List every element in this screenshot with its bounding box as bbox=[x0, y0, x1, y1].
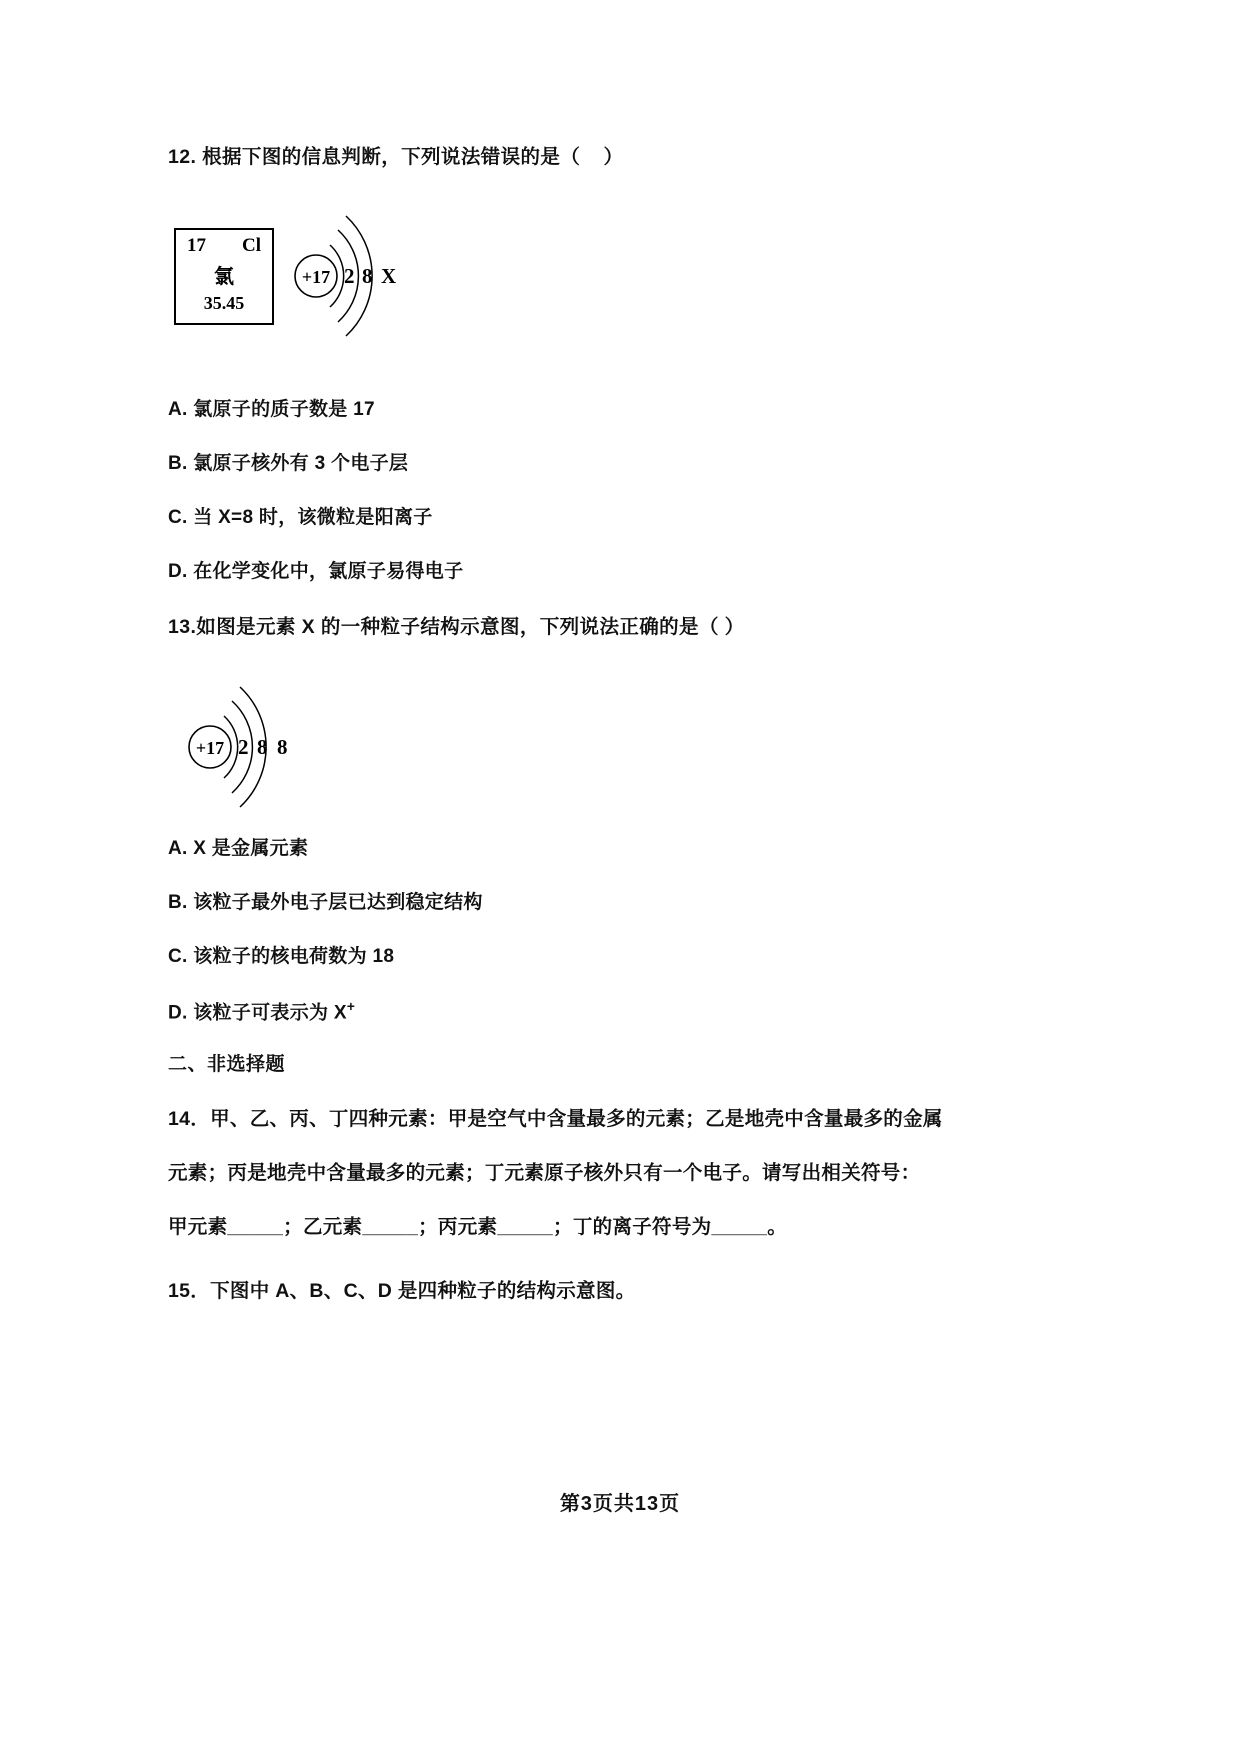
shell-count-1: 2 bbox=[344, 264, 355, 288]
question-12-option-b bbox=[168, 450, 408, 479]
option-key: A. bbox=[168, 838, 188, 859]
option-key: C. bbox=[168, 507, 188, 528]
question-14-answer-line bbox=[168, 1212, 1068, 1242]
question-13-stem: 13.如图是元素 X 的一种粒子结构示意图，下列说法正确的是（ ） bbox=[168, 616, 745, 638]
question-14-line-2: 元素；丙是地壳中含量最多的元素；丁元素原子核外只有一个电子。请写出相关符号： bbox=[168, 1162, 921, 1184]
question-13-option-d bbox=[168, 997, 355, 1028]
option-text: 该粒子可表示为 X bbox=[193, 1002, 347, 1024]
option-key: B. bbox=[168, 453, 188, 474]
element-chinese-name: 氯 bbox=[214, 266, 234, 288]
shell-count-1: 2 bbox=[238, 735, 249, 759]
option-text: 氯原子的质子数是 17 bbox=[193, 399, 375, 420]
blank-sep-1: ； bbox=[283, 1216, 303, 1238]
shell-count-2: 8 bbox=[257, 735, 268, 759]
blank-sep-4: 。 bbox=[767, 1216, 788, 1238]
question-12-option-d bbox=[168, 558, 463, 587]
element-symbol: Cl bbox=[242, 235, 261, 256]
blank-label-bing: 丙元素 bbox=[437, 1216, 498, 1238]
atom-diagram-q12 bbox=[286, 198, 426, 343]
question-13-option-b bbox=[168, 889, 483, 918]
question-12-stem: 12. 根据下图的信息判断，下列说法错误的是（ ） bbox=[168, 146, 624, 168]
option-key: C. bbox=[168, 946, 188, 967]
option-key: D. bbox=[168, 561, 188, 582]
nucleus-charge-label: +17 bbox=[301, 267, 331, 287]
option-key: B. bbox=[168, 892, 188, 913]
option-text: 当 X=8 时，该微粒是阳离子 bbox=[193, 507, 433, 528]
blank-field-yi[interactable]: _____ bbox=[362, 1216, 419, 1238]
element-atomic-mass: 35.45 bbox=[203, 293, 245, 313]
blank-label-jia: 甲元素 bbox=[168, 1216, 228, 1238]
blank-field-bing[interactable]: _____ bbox=[497, 1216, 554, 1238]
blank-sep-3: ； bbox=[553, 1216, 573, 1238]
nucleus-charge-label: +17 bbox=[195, 738, 225, 758]
option-text: 该粒子的核电荷数为 18 bbox=[193, 946, 395, 967]
option-key: A. bbox=[168, 399, 188, 420]
option-text: 该粒子最外电子层已达到稳定结构 bbox=[193, 892, 483, 913]
question-12-option-c bbox=[168, 504, 433, 533]
blank-field-jia[interactable]: _____ bbox=[227, 1216, 284, 1238]
blank-label-ding: 丁的离子符号为 bbox=[572, 1216, 712, 1238]
question-15-line-1: 15．下图中 A、B、C、D 是四种粒子的结构示意图。 bbox=[168, 1280, 636, 1302]
shell-count-3: X bbox=[381, 264, 397, 288]
option-key: D. bbox=[168, 1002, 188, 1024]
option-text: 氯原子核外有 3 个电子层 bbox=[193, 453, 409, 474]
question-14-line-1: 14．甲、乙、丙、丁四种元素：甲是空气中含量最多的元素；乙是地壳中含量最多的金属 bbox=[168, 1108, 943, 1130]
option-superscript: + bbox=[346, 999, 356, 1014]
blank-label-yi: 乙元素 bbox=[302, 1216, 363, 1238]
option-text: X 是金属元素 bbox=[193, 838, 309, 859]
option-text: 在化学变化中，氯原子易得电子 bbox=[193, 561, 464, 582]
blank-field-ding[interactable]: _____ bbox=[711, 1216, 768, 1238]
question-12-option-a bbox=[168, 396, 375, 425]
atom-diagram-q13 bbox=[178, 672, 338, 822]
question-13-option-c bbox=[168, 943, 394, 972]
element-card-chlorine bbox=[174, 228, 274, 325]
shell-count-2: 8 bbox=[362, 264, 373, 288]
question-13-option-a bbox=[168, 835, 308, 864]
blank-sep-2: ； bbox=[418, 1216, 438, 1238]
element-atomic-number: 17 bbox=[187, 235, 206, 256]
page-footer: 第3页共13页 bbox=[559, 1493, 681, 1515]
section-two-heading: 二、非选择题 bbox=[168, 1054, 286, 1075]
shell-count-3: 8 bbox=[277, 735, 288, 759]
